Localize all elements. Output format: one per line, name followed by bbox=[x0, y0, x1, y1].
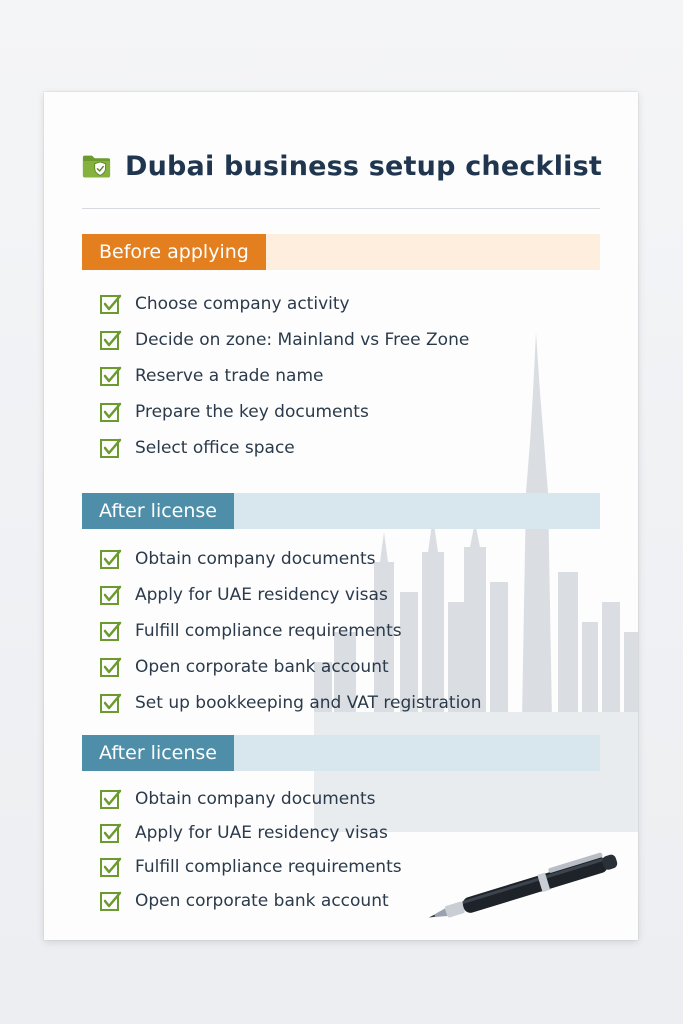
checklist-item-label: Prepare the key documents bbox=[135, 402, 369, 422]
checkbox-checked-icon[interactable] bbox=[99, 889, 123, 913]
page-header bbox=[82, 138, 602, 194]
checklist-item-label: Obtain company documents bbox=[135, 789, 376, 809]
checklist-item bbox=[99, 782, 402, 816]
checklist-item bbox=[99, 286, 469, 322]
checkbox-checked-icon[interactable] bbox=[99, 655, 123, 679]
checklist-item-label: Open corporate bank account bbox=[135, 657, 389, 677]
checkbox-checked-icon[interactable] bbox=[99, 292, 123, 316]
checklist-item bbox=[99, 394, 469, 430]
pen-icon bbox=[420, 846, 630, 926]
checkbox-checked-icon[interactable] bbox=[99, 619, 123, 643]
section-label: After license bbox=[82, 493, 234, 529]
checklist-item bbox=[99, 430, 469, 466]
checklist-after-license-2 bbox=[99, 782, 402, 918]
section-header-after-license bbox=[82, 493, 600, 529]
checklist-item bbox=[99, 685, 481, 721]
checkbox-checked-icon[interactable] bbox=[99, 583, 123, 607]
checklist-before-applying bbox=[99, 286, 469, 466]
checklist-sheet bbox=[44, 92, 638, 940]
section-header-before-applying bbox=[82, 234, 600, 270]
checklist-item bbox=[99, 649, 481, 685]
checklist-item-label: Select office space bbox=[135, 438, 295, 458]
checkbox-checked-icon[interactable] bbox=[99, 436, 123, 460]
section-label: Before applying bbox=[82, 234, 266, 270]
checkbox-checked-icon[interactable] bbox=[99, 821, 123, 845]
checklist-item bbox=[99, 577, 481, 613]
checklist-item-label: Reserve a trade name bbox=[135, 366, 324, 386]
shield-folder-icon bbox=[82, 139, 111, 193]
checklist-item bbox=[99, 358, 469, 394]
checklist-item bbox=[99, 613, 481, 649]
section-header-after-license-2 bbox=[82, 735, 600, 771]
header-divider bbox=[82, 208, 600, 209]
checkbox-checked-icon[interactable] bbox=[99, 787, 123, 811]
checkbox-checked-icon[interactable] bbox=[99, 328, 123, 352]
checklist-item-label: Apply for UAE residency visas bbox=[135, 585, 388, 605]
checkbox-checked-icon[interactable] bbox=[99, 855, 123, 879]
checklist-item-label: Choose company activity bbox=[135, 294, 350, 314]
checkbox-checked-icon[interactable] bbox=[99, 547, 123, 571]
checklist-item bbox=[99, 541, 481, 577]
checklist-item-label: Decide on zone: Mainland vs Free Zone bbox=[135, 330, 470, 350]
page-title: Dubai business setup checklist bbox=[124, 150, 602, 182]
checklist-item-label: Fulfill compliance requirements bbox=[135, 621, 402, 641]
checklist-item-label: Obtain company documents bbox=[135, 549, 376, 569]
checklist-after-license bbox=[99, 541, 481, 721]
checklist-item bbox=[99, 816, 402, 850]
checklist-item-label: Set up bookkeeping and VAT registration bbox=[135, 693, 482, 713]
checklist-item-label: Apply for UAE residency visas bbox=[135, 823, 388, 843]
checklist-item-label: Fulfill compliance requirements bbox=[135, 857, 402, 877]
checklist-item bbox=[99, 850, 402, 884]
section-label: After license bbox=[82, 735, 234, 771]
checklist-item-label: Open corporate bank account bbox=[135, 891, 389, 911]
checkbox-checked-icon[interactable] bbox=[99, 691, 123, 715]
checkbox-checked-icon[interactable] bbox=[99, 400, 123, 424]
checklist-item bbox=[99, 884, 402, 918]
checklist-item bbox=[99, 322, 469, 358]
checkbox-checked-icon[interactable] bbox=[99, 364, 123, 388]
